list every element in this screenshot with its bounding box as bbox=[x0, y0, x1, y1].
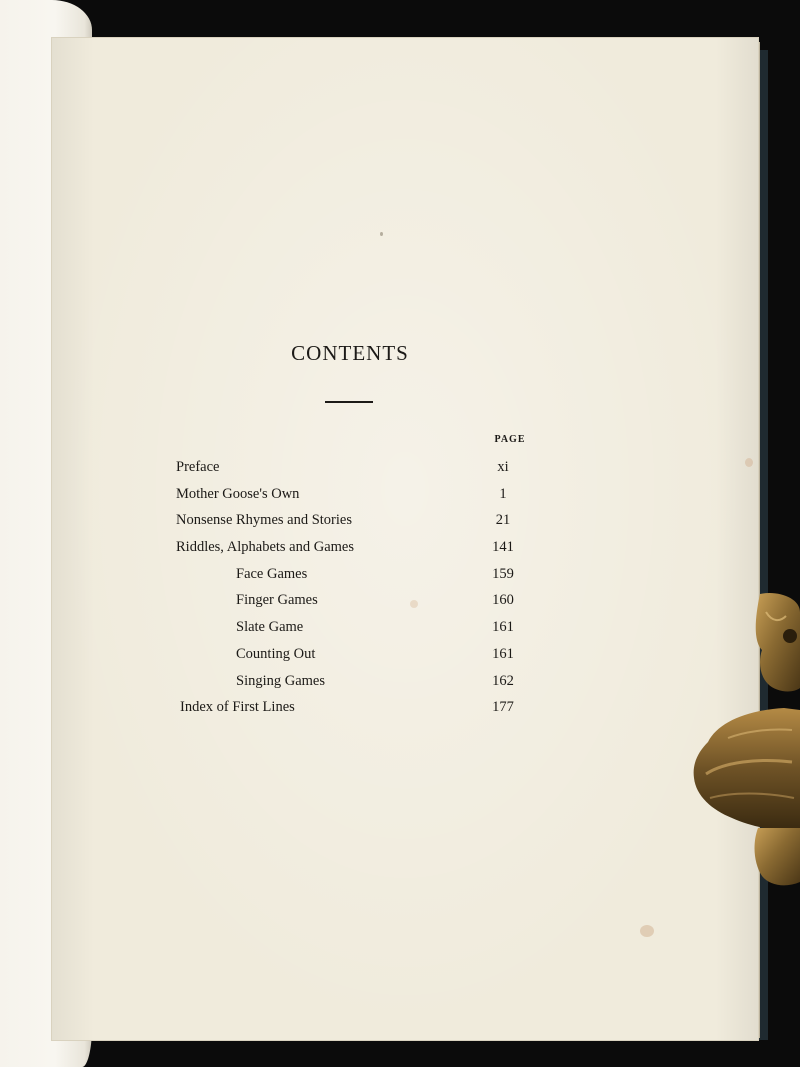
toc-entry-page: 160 bbox=[492, 592, 514, 609]
toc-entry bbox=[176, 507, 528, 534]
page-column-header: PAGE bbox=[494, 434, 526, 445]
toc-subentry bbox=[176, 614, 528, 641]
toc-subentry bbox=[176, 641, 528, 668]
toc-entry bbox=[176, 454, 528, 481]
toc-entry-label: Index of First Lines bbox=[180, 699, 295, 716]
toc-entry-label: Face Games bbox=[236, 565, 308, 582]
toc-entry-label: Riddles, Alphabets and Games bbox=[176, 539, 355, 556]
toc-entry-page: 161 bbox=[492, 645, 514, 662]
table-of-contents bbox=[176, 454, 528, 721]
foxing-spot bbox=[380, 232, 383, 236]
toc-entry-label: Mother Goose's Own bbox=[176, 485, 300, 502]
toc-entry-label: Nonsense Rhymes and Stories bbox=[176, 512, 352, 529]
toc-entry-label: Counting Out bbox=[236, 645, 316, 662]
toc-entry-page: 141 bbox=[492, 539, 514, 556]
toc-entry-page: 177 bbox=[492, 699, 514, 716]
foxing-spot bbox=[745, 458, 753, 467]
toc-entry-label: Finger Games bbox=[236, 592, 318, 609]
toc-entry-label: Preface bbox=[176, 459, 220, 475]
toc-subentry bbox=[176, 587, 528, 614]
toc-entry-label: Slate Game bbox=[236, 619, 304, 636]
toc-entry-page: 21 bbox=[495, 512, 511, 529]
title-divider bbox=[325, 401, 373, 403]
page-title: CONTENTS bbox=[291, 341, 409, 365]
toc-subentry bbox=[176, 561, 528, 588]
toc-subentry bbox=[176, 668, 528, 695]
toc-entry-page: 1 bbox=[499, 485, 507, 502]
toc-entry bbox=[176, 534, 528, 561]
toc-entry-page: 162 bbox=[492, 672, 514, 689]
toc-entry bbox=[176, 694, 528, 721]
toc-entry-page: xi bbox=[497, 459, 509, 475]
toc-entry-label: Singing Games bbox=[236, 672, 326, 689]
brass-page-clip bbox=[688, 592, 800, 888]
foxing-spot bbox=[640, 925, 654, 937]
toc-entry-page: 159 bbox=[492, 565, 514, 582]
toc-entry bbox=[176, 481, 528, 508]
toc-entry-page: 161 bbox=[492, 619, 514, 636]
